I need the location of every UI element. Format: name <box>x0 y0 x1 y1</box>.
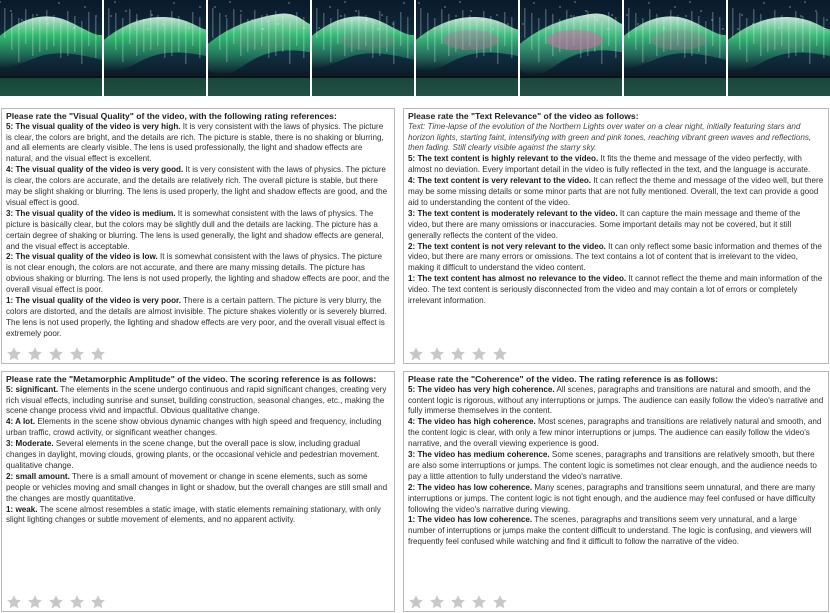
star-icon[interactable] <box>69 346 85 362</box>
visual-quality-title: Please rate the "Visual Quality" of the video, with the following rating references: <box>6 111 337 121</box>
rating-level-3 <box>408 209 824 242</box>
star-icon[interactable] <box>48 346 64 362</box>
rating-level-heading: 4: The visual quality of the video is very good. <box>6 165 184 175</box>
video-frame-thumbnail <box>0 0 102 96</box>
rating-level-3 <box>408 450 824 483</box>
rating-level-heading: 1: The text content has almost no relevance to the video. <box>408 274 627 284</box>
rating-level-description: Most scenes, paragraphs and transitions are relatively natural and smooth, and the content logic is clear, with only a few minor interruptions or jumps. The audience can easily follow the video's narrative, and the overall viewing experience is good. <box>408 417 822 449</box>
rating-level-4 <box>408 176 824 209</box>
star-icon[interactable] <box>471 594 487 610</box>
rating-level-1 <box>6 505 390 527</box>
rating-level-4 <box>6 165 390 209</box>
star-icon[interactable] <box>471 346 487 362</box>
metamorphic-amplitude-panel <box>1 371 395 612</box>
coherence-items <box>408 385 824 549</box>
rating-level-description: It is somewhat consistent with the laws of physics. The picture is not clear enough, the colors are not accurate, and there are many missing details. The picture has obvious shaking or blurring. The lens is not used properly, the lighting and shadow effects are poor, and the overall visual effect is poor. <box>6 252 390 295</box>
text-relevance-title: Please rate the "Text Relevance" of the video as follows: <box>408 111 639 121</box>
rating-level-heading: 2: The video has low coherence. <box>408 482 533 492</box>
rating-level-heading: 5: significant. <box>6 384 59 394</box>
rating-level-heading: 2: The text content is not very relevant to the video. <box>408 241 606 251</box>
star-icon[interactable] <box>450 346 466 362</box>
rating-level-description: It cannot reflect the theme and main information of the video. The text content is seriously disconnected from the video and may contain a lot of errors or completely irrelevant information. <box>408 274 823 306</box>
rating-level-description: It fits the theme and message of the video perfectly, with almost no deviation. Every important detail in the video is fully reflected in the text, and the language is accurate. <box>408 154 811 175</box>
video-frame-thumbnail <box>104 0 206 96</box>
rating-level-1 <box>6 296 390 340</box>
star-icon[interactable] <box>90 594 106 610</box>
video-frame-strip <box>0 0 830 96</box>
video-frame-thumbnail <box>520 0 622 96</box>
rating-level-heading: 1: The visual quality of the video is very poor. <box>6 296 181 306</box>
rating-level-description: All scenes, paragraphs and transitions are natural and smooth, and the content logic is rigorous, without any interruptions or jumps. The audience can easily follow the video's narrative and fully immerse themselves in the content. <box>408 384 824 416</box>
rating-level-3 <box>6 439 390 472</box>
rating-level-heading: 3: The visual quality of the video is medium. <box>6 208 176 218</box>
star-icon[interactable] <box>90 346 106 362</box>
rating-level-description: Elements in the scene show obvious dynamic changes with high speed and frequency, including urban traffic, crowd activity, or significant weather changes. <box>6 417 382 438</box>
rating-level-heading: 4: The video has high coherence. <box>408 417 536 427</box>
rating-level-heading: 2: The visual quality of the video is low. <box>6 252 158 262</box>
star-icon[interactable] <box>6 346 22 362</box>
text-prompt: Text: Time-lapse of the evolution of the Northern Lights over water on a clear night, initially featuring stars and horizon lights, starting faint, intensifying with green and pink tones, reaching vibrant green waves and reflections, then fading. Still clearly visible against the starry sky. <box>408 121 812 153</box>
rating-level-heading: 1: weak. <box>6 504 38 514</box>
rating-level-5 <box>408 385 824 418</box>
rating-level-5 <box>6 385 390 418</box>
coherence-panel <box>403 371 829 612</box>
star-icon[interactable] <box>6 594 22 610</box>
rating-level-heading: 3: The video has medium coherence. <box>408 450 550 460</box>
video-frame-thumbnail <box>208 0 310 96</box>
rating-level-description: There is a certain pattern. The picture is very blurry, the colors are distorted, and the details are almost invisible. The picture shakes violently or is severely blurred. The lens is not used properly, the lighting and shadow effects are very poor, and the overall visual effect is extremely poor. <box>6 296 387 338</box>
rating-level-heading: 5: The video has very high coherence. <box>408 384 555 394</box>
rating-level-description: It is very consistent with the laws of physics. The picture is clear, the colors are accurate, and the details are relatively rich. The overall picture is stable, but there may be slight shaking or blurring. The lens is used properly, the light and shadow effects are good, and the visual effect is good. <box>6 165 388 207</box>
rating-level-1 <box>408 274 824 307</box>
text-relevance-items <box>408 154 824 307</box>
star-icon[interactable] <box>450 594 466 610</box>
video-frame-thumbnail <box>416 0 518 96</box>
video-frame-thumbnail <box>624 0 726 96</box>
rating-level-heading: 4: A lot. <box>6 417 36 427</box>
star-icon[interactable] <box>69 594 85 610</box>
visual-quality-items <box>6 122 390 340</box>
rating-level-heading: 2: small amount. <box>6 471 70 481</box>
text-relevance-stars[interactable] <box>408 346 508 362</box>
rating-level-description: It can capture the main message and theme of the video, but there are many omissions or inaccuracies. Some important details may not be covered, but it still generally reflects the content of the video. <box>408 208 801 240</box>
rating-level-description: The scenes, paragraphs and transitions seem very unnatural, and a large number of interruptions or jumps make the content difficult to understand. The logic is confusing, and viewers will frequently feel confused while watching and find it difficult to follow the narrative of the video. <box>408 515 812 547</box>
rating-level-heading: 5: The visual quality of the video is very high. <box>6 121 181 131</box>
star-icon[interactable] <box>492 594 508 610</box>
rating-level-4 <box>408 417 824 450</box>
visual-quality-panel <box>1 108 395 364</box>
rating-level-heading: 1: The video has low coherence. <box>408 515 533 525</box>
rating-level-heading: 3: Moderate. <box>6 439 54 449</box>
visual-quality-stars[interactable] <box>6 346 106 362</box>
star-icon[interactable] <box>27 346 43 362</box>
rating-level-2 <box>408 483 824 516</box>
rating-level-2 <box>408 242 824 275</box>
star-icon[interactable] <box>429 346 445 362</box>
star-icon[interactable] <box>429 594 445 610</box>
rating-level-2 <box>6 252 390 296</box>
star-icon[interactable] <box>27 594 43 610</box>
rating-level-description: Many scenes, paragraphs and transitions seem unnatural, and there are many interruptions or jumps. The content logic is not tight enough, and the audience may feel confused or have difficulty following the video's narrative during viewing. <box>408 482 816 514</box>
text-relevance-panel <box>403 108 829 364</box>
star-icon[interactable] <box>408 346 424 362</box>
rating-level-description: The elements in the scene undergo continuous and rapid significant changes, creating very rich visual effects, including sunrise and sunset, building construction, seasonal changes, etc., making the scene change process vivid and impactful. Obvious qualitative change. <box>6 384 387 416</box>
rating-level-4 <box>6 417 390 439</box>
star-icon[interactable] <box>48 594 64 610</box>
coherence-title: Please rate the "Coherence" of the video. The rating reference is as follows: <box>408 374 718 384</box>
rating-level-1 <box>408 515 824 548</box>
rating-level-description: There is a small amount of movement or change in scene elements, such as some people or vehicles moving and small changes in light or shadow, but the overall changes are still small and the changes are mostly quantitative. <box>6 471 388 503</box>
rating-level-description: It is somewhat consistent with the laws of physics. The picture is basically clear, but the colors may be slightly dull and the details are lacking. The picture has a certain degree of shaking or blurring. The lens is used generally, the light and shadow effects are general, and the visual effect is acceptable. <box>6 208 384 251</box>
star-icon[interactable] <box>408 594 424 610</box>
star-icon[interactable] <box>492 346 508 362</box>
rating-level-description: Some scenes, paragraphs and transitions are relatively smooth, but there are also some interruptions or jumps. The content logic is sometimes not clear enough, and the audience needs to pay a little attention to fully understand the video's narrative. <box>408 450 817 481</box>
rating-level-description: Several elements in the scene change, but the overall pace is slow, including gradual changes in daylight, moving clouds, growing plants, or the occasional vehicle and pedestrian movement. qualitative change. <box>6 439 380 470</box>
rating-level-3 <box>6 209 390 253</box>
video-frame-thumbnail <box>312 0 414 96</box>
rating-level-description: The scene almost resembles a static image, with static elements remaining stationary, with only slight lighting changes or subtle movement of elements, and no apparent activity. <box>6 504 381 525</box>
rating-level-2 <box>6 472 390 505</box>
rating-level-5 <box>408 154 824 176</box>
metamorphic-amplitude-title: Please rate the "Metamorphic Amplitude" of the video. The scoring reference is as follows: <box>6 374 377 384</box>
rating-level-heading: 3: The text content is moderately relevant to the video. <box>408 208 618 218</box>
rating-level-heading: 4: The text content is very relevant to the video. <box>408 176 592 186</box>
rating-level-description: It can only reflect some basic information and themes of the video, but there are many errors or omissions. The text contains a lot of content that is irrelevant to the video, making it difficult to understand the video content. <box>408 241 822 273</box>
rating-level-description: It is very consistent with the laws of physics. The picture is clear, the colors are bright, and the details are rich. The picture is stable, there is no shaking or blurring, and all elements are clearly visible. The lens is used professionally, the light and shadow effects are natural, and the visual effect is excellent. <box>6 121 384 164</box>
rating-level-5 <box>6 122 390 166</box>
coherence-stars[interactable] <box>408 594 508 610</box>
video-frame-thumbnail <box>728 0 830 96</box>
metamorphic-amplitude-items <box>6 385 390 527</box>
rating-level-heading: 5: The text content is highly relevant to the video. <box>408 154 599 164</box>
rating-level-description: It can reflect the theme and message of the video well, but there may be some missing details or some minor parts that are not fully mentioned. Overall, the text can provide a good aid to understanding the content of the video. <box>408 176 824 207</box>
metamorphic-amplitude-stars[interactable] <box>6 594 106 610</box>
